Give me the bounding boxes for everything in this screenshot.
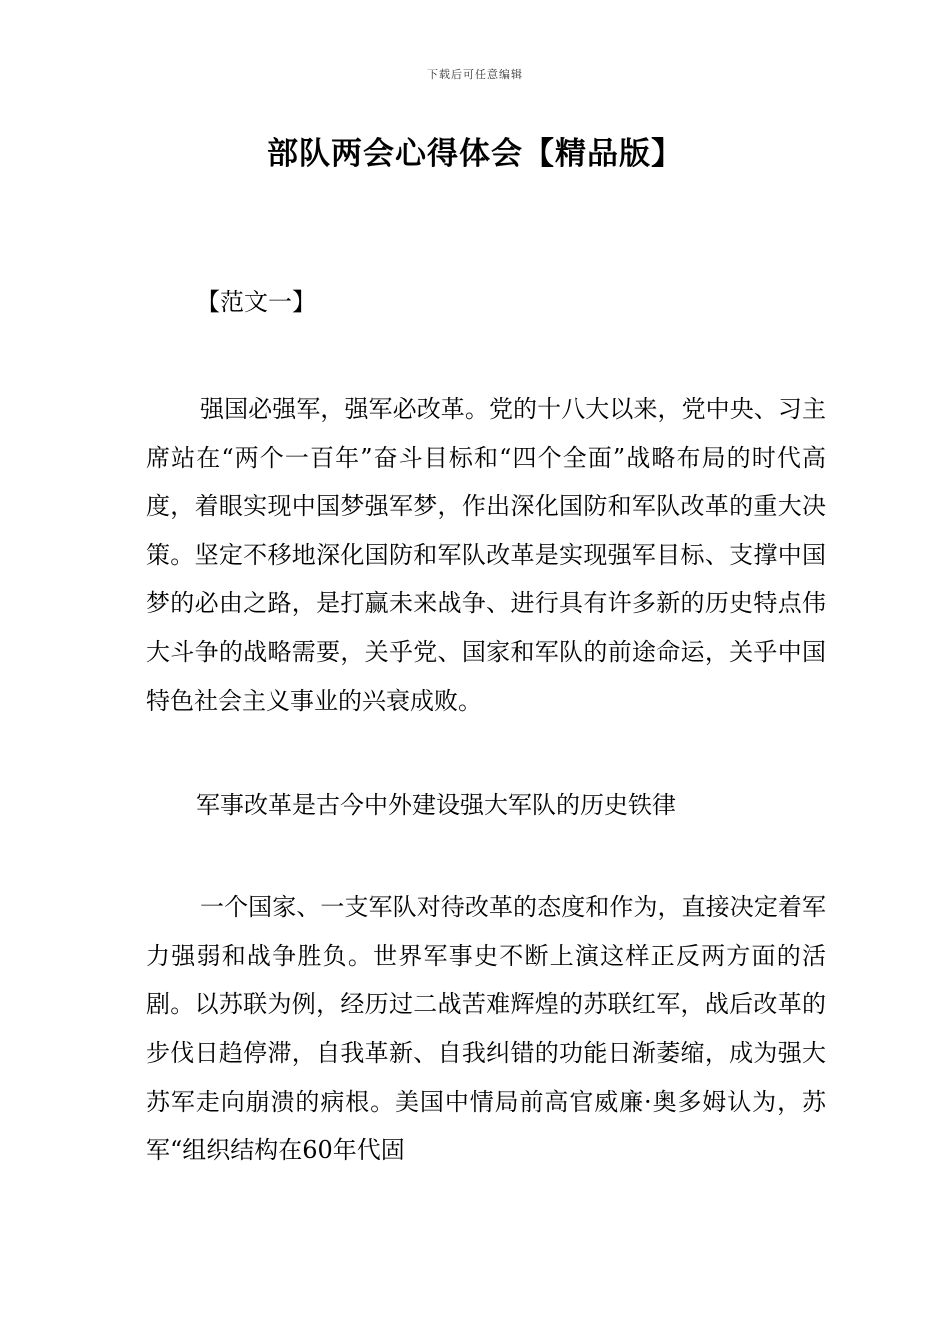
header-note: 下载后可任意编辑 bbox=[427, 68, 523, 81]
paragraph-2: 一个国家、一支军队对待改革的态度和作为，直接决定着军力强弱和战争胜负。世界军事史不断上演这样正反两方面的活剧。以苏联为例，经历过二战苦难辉煌的苏联红军，战后改革的步伐日趋停滞，自我革新、自我纠错的功能日渐萎缩，成为强大苏军走向崩溃的病根。美国中情局前高官威廉·奥多姆认为，苏军“组织结构在60年代固 bbox=[146, 893, 826, 1165]
subheading: 军事改革是古今中外建设强大军队的历史铁律 bbox=[196, 791, 676, 820]
document-body bbox=[146, 282, 826, 1175]
section-label: 【范文一】 bbox=[196, 288, 316, 316]
document-title: 部队两会心得体会【精品版】 bbox=[267, 136, 683, 172]
paragraph-1: 强国必强军，强军必改革。党的十八大以来，党中央、习主席站在“两个一百年”奋斗目标和“四个全面”战略布局的时代高度，着眼实现中国梦强军梦，作出深化国防和军队改革的重大决策。坚定不移地深化国防和军队改革是实现强军目标、支撑中国梦的必由之路，是打赢未来战争、进行具有许多新的历史特点伟大斗争的战略需要，关乎党、国家和军队的前途命运，关乎中国特色社会主义事业的兴衰成败。 bbox=[146, 395, 826, 715]
